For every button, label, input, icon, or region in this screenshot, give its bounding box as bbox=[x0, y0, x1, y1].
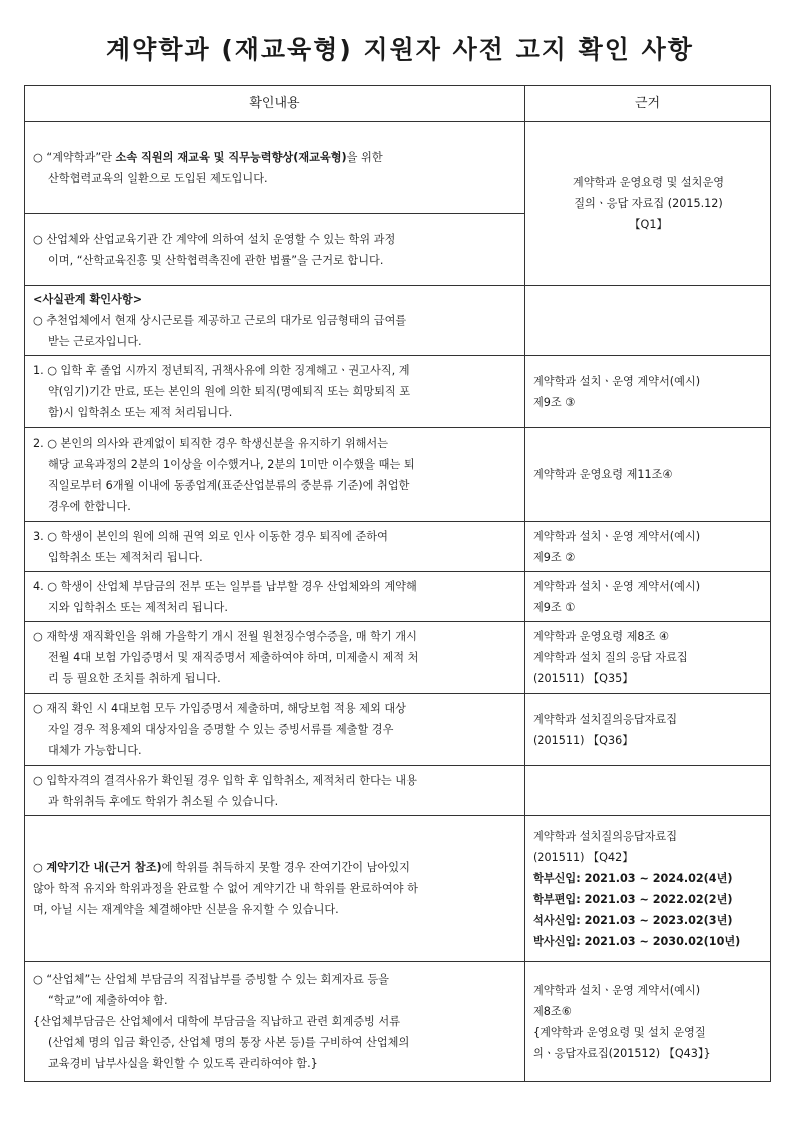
basis-line: 【Q1】 bbox=[629, 218, 668, 231]
text-line: 받는 근로자입니다. bbox=[48, 335, 142, 348]
basis-line: 계약학과 운영요령 제8조 ④ bbox=[533, 630, 669, 643]
text-line: 산학협력교육의 일환으로 도입된 제도입니다. bbox=[48, 171, 268, 185]
section-heading: <사실관계 확인사항> bbox=[33, 293, 143, 306]
basis-cell bbox=[525, 572, 771, 622]
basis-cell bbox=[525, 122, 771, 286]
basis-cell bbox=[525, 816, 771, 962]
table-row bbox=[25, 428, 771, 522]
period-line: 박사신입: 2021.03 ~ 2030.02(10년) bbox=[533, 934, 741, 948]
table-row bbox=[25, 122, 771, 214]
basis-line: 계약학과 설치ㆍ운영 계약서(예시) bbox=[533, 983, 701, 997]
text-line: 자일 경우 적용제외 대상자임을 증명할 수 있는 증빙서류를 제출할 경우 bbox=[48, 723, 394, 736]
basis-cell bbox=[525, 962, 771, 1082]
text-line: 1. ○ 입학 후 졸업 시까지 정년퇴직, 귀책사유에 의한 징계해고ㆍ권고사직, 계 bbox=[33, 364, 410, 377]
text-line: ○ 추천업체에서 현재 상시근로를 제공하고 근로의 대가로 임금형태의 급여를 bbox=[33, 314, 407, 327]
text-line: 2. ○ 본인의 의사와 관계없이 퇴직한 경우 학생신분을 유지하기 위해서는 bbox=[33, 436, 389, 450]
text-line: 과 학위취득 후에도 학위가 취소될 수 있습니다. bbox=[48, 794, 279, 808]
text-line: 않아 학적 유지와 학위과정을 완료할 수 없어 계약기간 내 학위를 완료하여야 하 bbox=[33, 882, 418, 895]
table-row bbox=[25, 356, 771, 428]
text-line: ○ 입학자격의 결격사유가 확인될 경우 입학 후 입학취소, 제적처리 한다는 내용 bbox=[33, 773, 417, 787]
basis-line: 계약학과 설치질의응답자료집 bbox=[533, 712, 678, 726]
basis-line: 계약학과 설치ㆍ운영 계약서(예시) bbox=[533, 529, 701, 543]
basis-cell bbox=[525, 356, 771, 428]
basis-line: 의ㆍ응답자료집(201512) 【Q43】} bbox=[533, 1046, 711, 1060]
table-row bbox=[25, 962, 771, 1082]
text: ○ “계약학과”란 bbox=[33, 150, 116, 164]
basis-line: {계약학과 운영요령 및 설치 운영질 bbox=[533, 1025, 706, 1039]
text-line: 입학취소 또는 제적처리 됩니다. bbox=[48, 550, 203, 564]
basis-line: 계약학과 설치 질의 응답 자료집 bbox=[533, 651, 688, 664]
confirmation-table bbox=[24, 85, 771, 1082]
content-cell bbox=[25, 572, 525, 622]
text-line: 약(임기)기간 만료, 또는 본인의 원에 의한 퇴직(명예퇴직 또는 희망퇴직 포 bbox=[48, 385, 411, 398]
content-cell bbox=[25, 522, 525, 572]
basis-line: 질의ㆍ응답 자료집 (2015.12) bbox=[574, 197, 723, 210]
bold-text: 계약기간 내(근거 참조) bbox=[46, 861, 162, 874]
text-line: 며, 아닐 시는 재계약을 체결해야만 신분을 유지할 수 있습니다. bbox=[33, 903, 339, 916]
basis-line: 계약학과 설치질의응답자료집 bbox=[533, 829, 678, 843]
basis-cell bbox=[525, 766, 771, 816]
bold-text: 소속 직원의 재교육 및 직무능력향상(재교육형) bbox=[115, 150, 347, 164]
table-row bbox=[25, 694, 771, 766]
basis-cell bbox=[525, 694, 771, 766]
text: 을 위한 bbox=[346, 150, 383, 164]
header-basis: 근거 bbox=[525, 86, 771, 122]
basis-line: (201511) 【Q42】 bbox=[533, 850, 634, 864]
basis-line: 계약학과 설치ㆍ운영 계약서(예시) bbox=[533, 579, 701, 593]
table-header-row bbox=[25, 86, 771, 122]
basis-cell bbox=[525, 286, 771, 356]
text-line: (산업체 명의 입금 확인증, 산업체 명의 통장 사본 등)를 구비하여 산업체의 bbox=[48, 1036, 410, 1049]
text-line: 4. ○ 학생이 산업체 부담금의 전부 또는 일부를 납부할 경우 산업체와의 계약해 bbox=[33, 579, 417, 593]
basis-cell bbox=[525, 522, 771, 572]
table-row bbox=[25, 766, 771, 816]
basis-line: 제9조 ① bbox=[533, 600, 576, 614]
text-line: ○ 재직 확인 시 4대보험 모두 가입증명서 제출하며, 해당보험 적용 제외 대상 bbox=[33, 702, 406, 715]
text-line: 직일로부터 6개월 이내에 동종업계(표준산업분류의 중분류 기준)에 취업한 bbox=[48, 478, 410, 492]
content-cell bbox=[25, 356, 525, 428]
basis-line: 계약학과 설치ㆍ운영 계약서(예시) bbox=[533, 374, 701, 388]
text-line: 교육경비 납부사실을 확인할 수 있도록 관리하여야 함.} bbox=[48, 1057, 318, 1070]
basis-line: 제9조 ③ bbox=[533, 395, 576, 409]
text-line: {산업체부담금은 산업체에서 대학에 부담금을 직납하고 관련 회계증빙 서류 bbox=[33, 1015, 401, 1028]
period-line: 석사신입: 2021.03 ~ 2023.02(3년) bbox=[533, 913, 733, 927]
text-line: ○ 재학생 재직확인을 위해 가을학기 개시 전월 원천징수영수증을, 매 학기 개시 bbox=[33, 630, 417, 643]
text-line: “학교”에 제출하여야 함. bbox=[48, 994, 168, 1007]
basis-line: (201511) 【Q36】 bbox=[533, 733, 634, 747]
basis-cell bbox=[525, 428, 771, 522]
table-row bbox=[25, 816, 771, 962]
text: 에 학위를 취득하지 못할 경우 잔여기간이 남아있지 bbox=[161, 861, 410, 874]
content-cell bbox=[25, 816, 525, 962]
basis-line: 제8조⑥ bbox=[533, 1004, 572, 1018]
basis-cell bbox=[525, 622, 771, 694]
table-row bbox=[25, 572, 771, 622]
text-line: 경우에 한합니다. bbox=[48, 499, 131, 513]
basis-line: (201511) 【Q35】 bbox=[533, 672, 634, 685]
text-line: 함)시 입학취소 또는 제적 처리됩니다. bbox=[48, 406, 233, 419]
content-cell bbox=[25, 428, 525, 522]
text-line: 대체가 가능합니다. bbox=[48, 744, 142, 757]
content-cell bbox=[25, 766, 525, 816]
text-line: 3. ○ 학생이 본인의 원에 의해 권역 외로 인사 이동한 경우 퇴직에 준하여 bbox=[33, 529, 388, 543]
content-cell bbox=[25, 962, 525, 1082]
period-line: 학부편입: 2021.03 ~ 2022.02(2년) bbox=[533, 892, 733, 906]
text: ○ bbox=[33, 861, 47, 874]
page-title: 계약학과 (재교육형) 지원자 사전 고지 확인 사항 bbox=[106, 35, 694, 64]
content-cell bbox=[25, 122, 525, 214]
basis-line: 계약학과 운영요령 및 설치운영 bbox=[572, 176, 725, 189]
text-line: 리 등 필요한 조치를 취하게 됩니다. bbox=[48, 672, 221, 685]
header-content: 확인내용 bbox=[25, 86, 525, 122]
basis-line: 계약학과 운영요령 제11조④ bbox=[533, 468, 673, 481]
text-line: 전월 4대 보험 가입증명서 및 재직증명서 제출하여야 하며, 미제출시 제적 처 bbox=[48, 651, 419, 664]
content-cell bbox=[25, 286, 525, 356]
content-cell bbox=[25, 622, 525, 694]
text-line: ○ “산업체”는 산업체 부담금의 직접납부를 증빙할 수 있는 회계자료 등을 bbox=[33, 973, 389, 986]
basis-line: 제9조 ② bbox=[533, 550, 576, 564]
text-line: 이며, “산학교육진흥 및 산학협력촉진에 관한 법률”을 근거로 합니다. bbox=[48, 253, 384, 267]
table-row bbox=[25, 286, 771, 356]
content-cell bbox=[25, 214, 525, 286]
text-line: 해당 교육과정의 2분의 1이상을 이수했거나, 2분의 1미만 이수했을 때는 퇴 bbox=[48, 457, 415, 471]
text-line: 지와 입학취소 또는 제적처리 됩니다. bbox=[48, 600, 228, 614]
table-row bbox=[25, 622, 771, 694]
text-line: ○ 산업체와 산업교육기관 간 계약에 의하여 설치 운영할 수 있는 학위 과정 bbox=[33, 232, 396, 246]
content-cell bbox=[25, 694, 525, 766]
table-row bbox=[25, 522, 771, 572]
period-line: 학부신입: 2021.03 ~ 2024.02(4년) bbox=[533, 871, 733, 885]
